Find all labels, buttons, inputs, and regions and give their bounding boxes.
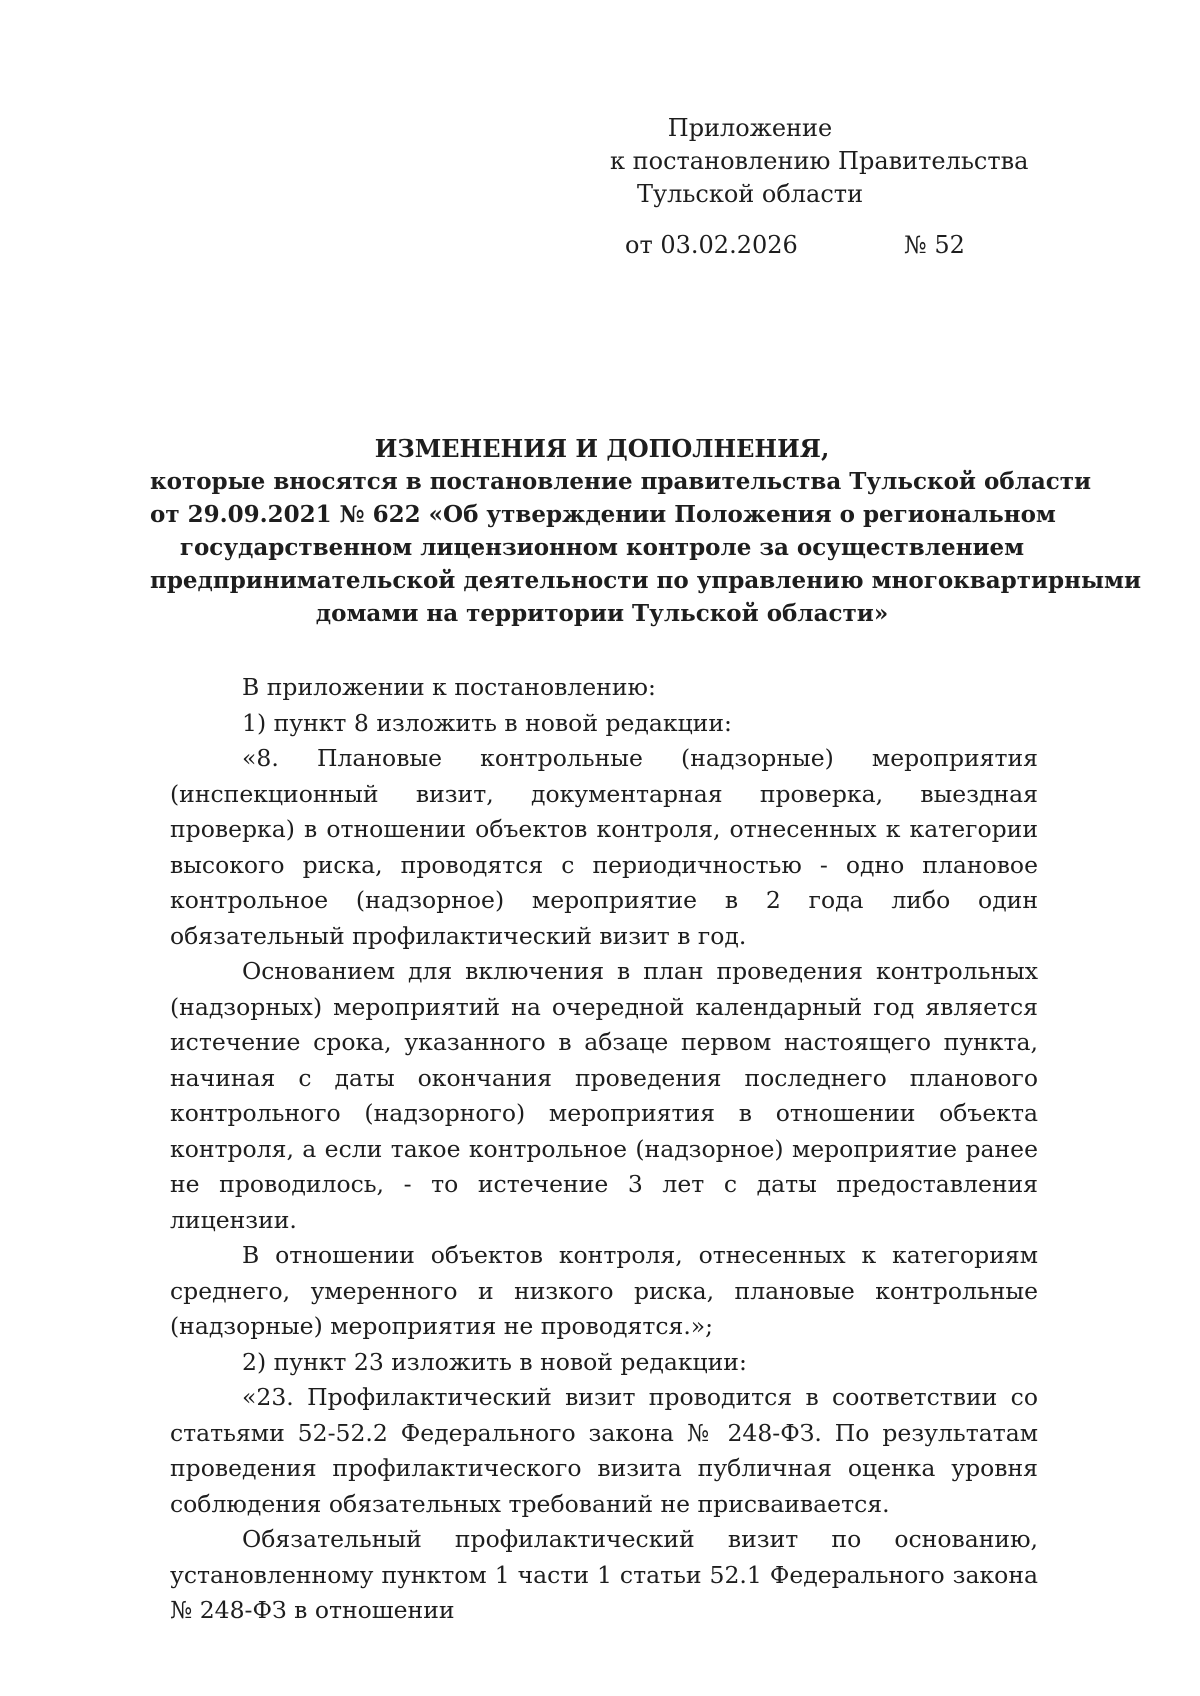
paragraph: Основанием для включения в план проведения контрольных (надзорных) мероприятий на очередной календарный год является истечение срока, указанного в абзаце первом настоящего пункта, начиная с даты окончания проведения последнего планового контрольного (надзорного) мероприятия в отношении объекта контроля, а если такое контрольное (надзорное) мероприятие ранее не проводилось, - то истечение 3 лет с даты предоставления лицензии. xyxy=(170,957,1038,1234)
paragraph: Обязательный профилактический визит по основанию, установленному пунктом 1 части 1 статьи 52.1 Федерального закона № 248-ФЗ в отношении xyxy=(170,1525,1038,1624)
document-title xyxy=(150,432,1142,630)
title-line: государственном лицензионном контроле за осуществлением xyxy=(179,534,1025,561)
title-line: домами на территории Тульской области» xyxy=(315,600,889,627)
resolution-date: от 03.02.2026 xyxy=(625,231,798,259)
resolution-number: № 52 xyxy=(904,231,965,259)
paragraph: «23. Профилактический визит проводится в соответствии со статьями 52-52.2 Федерального закона № 248-ФЗ. По результатам проведения профилактического визита публичная оценка уровня соблюдения обязательных требований не присваивается. xyxy=(170,1383,1038,1518)
paragraph: В приложении к постановлению: xyxy=(242,673,656,701)
appendix-region: Тульской области xyxy=(636,180,864,208)
title-line: которые вносятся в постановление правительства Тульской области xyxy=(150,468,1092,495)
paragraph: 1) пункт 8 изложить в новой редакции: xyxy=(242,708,732,737)
paragraph: 2) пункт 23 изложить в новой редакции: xyxy=(242,1347,747,1376)
appendix-title: Приложение xyxy=(667,114,833,142)
title-line: предпринимательской деятельности по управлению многоквартирными xyxy=(150,567,1142,594)
appendix-header xyxy=(610,112,1029,211)
appendix-reference: к постановлению Правительства xyxy=(610,147,1029,175)
title-line: от 29.09.2021 № 622 «Об утверждении Положения о региональном xyxy=(150,501,1056,528)
document-body xyxy=(170,670,1038,1629)
title-heading: ИЗМЕНЕНИЯ И ДОПОЛНЕНИЯ, xyxy=(374,434,830,463)
paragraph: В отношении объектов контроля, отнесенных к категориям среднего, умеренного и низкого риска, плановые контрольные (надзорные) мероприятия не проводятся.»; xyxy=(170,1241,1038,1340)
paragraph: «8. Плановые контрольные (надзорные) мероприятия (инспекционный визит, документарная проверка, выездная проверка) в отношении объектов контроля, отнесенных к категории высокого риска, проводятся с периодичностью - одно плановое контрольное (надзорное) мероприятие в 2 года либо один обязательный профилактический визит в год. xyxy=(170,744,1038,950)
